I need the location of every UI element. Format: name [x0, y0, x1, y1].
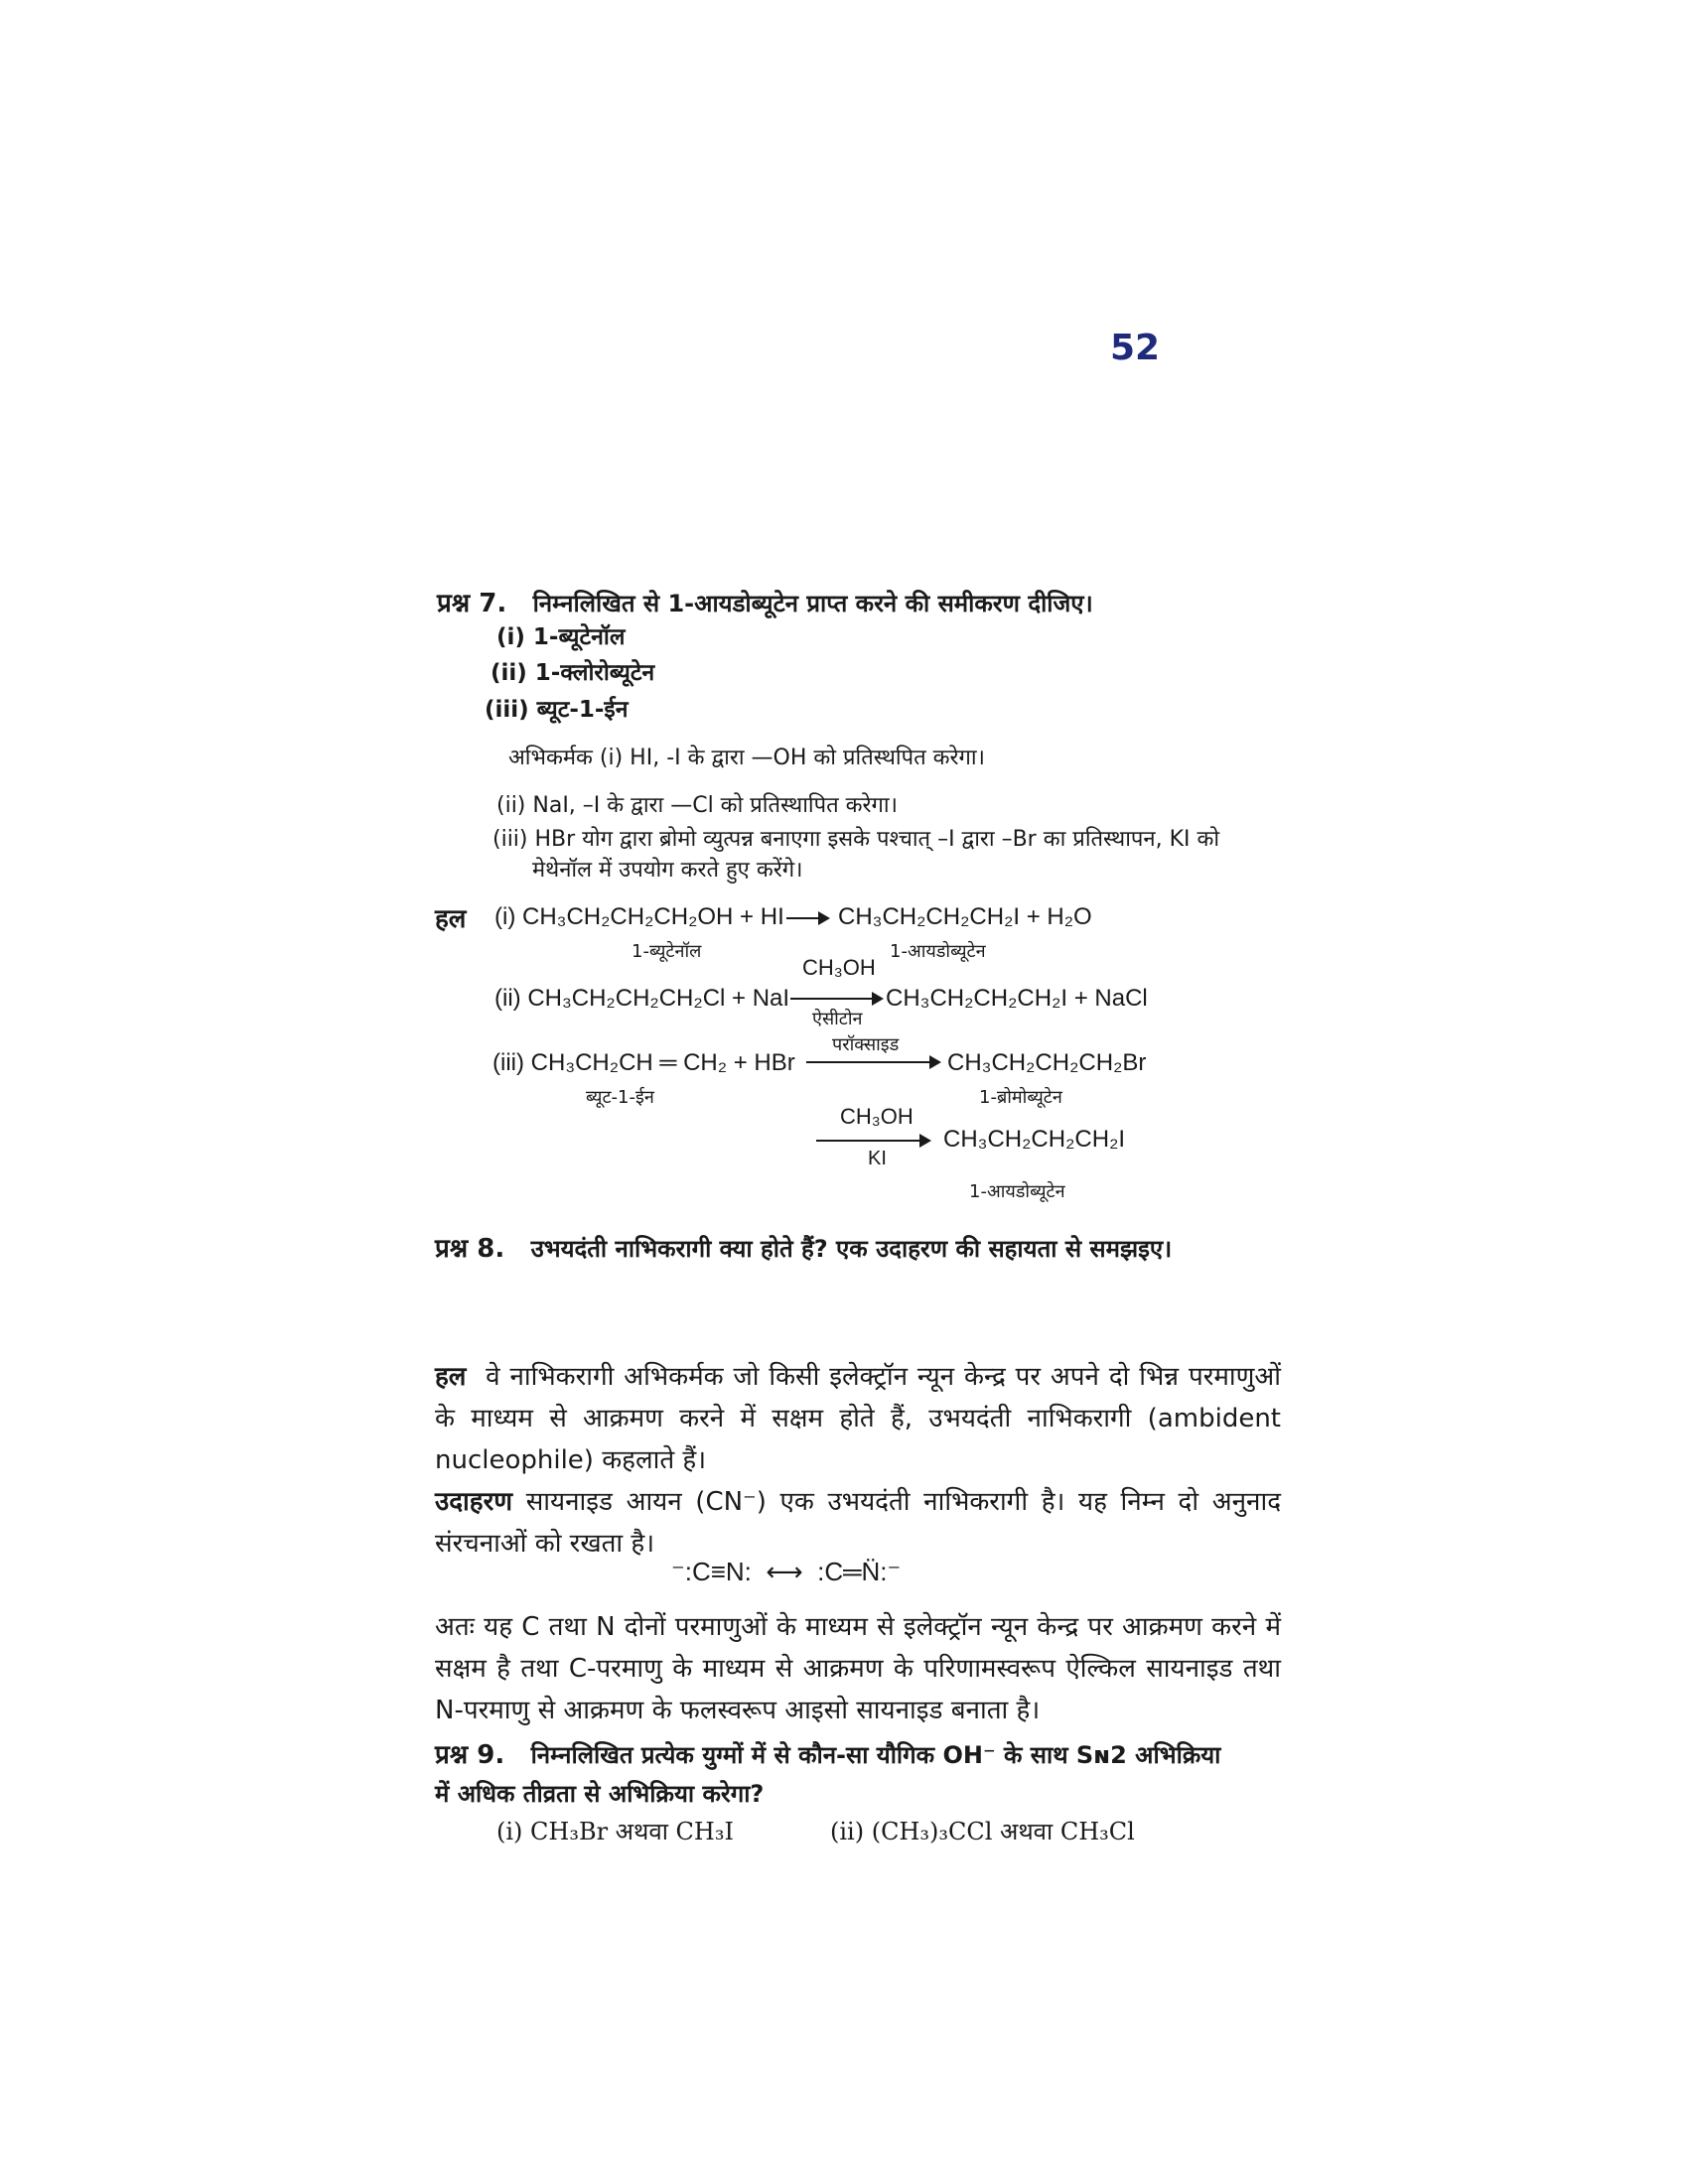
sol8-label: हल [435, 1362, 467, 1392]
cyanide-resonance [671, 1557, 901, 1587]
reaction-2-products: CH₃CH₂CH₂CH₂I + NaCl [886, 985, 1148, 1012]
sol8-paragraph-3: अतः यह C तथा N दोनों परमाणुओं के माध्यम से इलेक्ट्रॉन न्यून केन्द्र पर आक्रमण करने में सक्षम है तथा C-परमाणु के माध्यम से आक्रमण के परिणामस्वरूप ऐल्किल सायनाइड तथा N-परमाणु से आक्रमण के फलस्वरूप आइसो सायनाइड बनाता है। [435, 1612, 1281, 1725]
reaction-1-number: (i) [494, 903, 516, 930]
q7-item-1: (i) 1-ब्यूटेनॉल [496, 624, 626, 650]
reaction-1 [494, 903, 784, 931]
reaction-4-product-name: 1-आयडोब्यूटेन [969, 1181, 1065, 1202]
reaction-3-product-name: 1-ब्रोमोब्यूटेन [979, 1087, 1062, 1108]
q9-heading [435, 1735, 1220, 1771]
q7-reagent-iii-line1: (iii) HBr योग द्वारा ब्रोमो व्युत्पन्न बनाएगा इसके पश्चात् –I द्वारा –Br का प्रतिस्थापन, KI को [492, 827, 1220, 852]
reaction-1-arrow [786, 917, 828, 919]
sol7-label: हल [435, 904, 467, 934]
q7-item-2: (ii) 1-क्लोरोब्यूटेन [491, 660, 655, 686]
reaction-1-reactant-name: 1-ब्यूटेनॉल [632, 941, 702, 962]
reaction-3-product: CH₃CH₂CH₂CH₂Br [947, 1049, 1147, 1076]
q7-reagent-iii-line2: मेथेनॉल में उपयोग करते हुए करेंगे। [532, 858, 803, 883]
reaction-4-condition-above: CH₃OH [840, 1104, 914, 1129]
reaction-4-product: CH₃CH₂CH₂CH₂I [943, 1126, 1126, 1153]
reaction-2 [494, 985, 789, 1013]
resonance-arrow: ⟷ [766, 1557, 803, 1586]
q7-item-3: (iii) ब्यूट-1-ईन [485, 697, 629, 723]
reaction-2-arrow [790, 998, 882, 1000]
q8-text: उभयदंती नाभिकरागी क्या होते हैं? एक उदाहरण की सहायता से समझइए। [530, 1235, 1173, 1263]
reaction-3-reactant-name: ब्यूट-1-ईन [586, 1087, 654, 1108]
resonance-structure-left: ⁻:C≡N: [671, 1557, 752, 1586]
reaction-1-products: CH₃CH₂CH₂CH₂I + H₂O [838, 903, 1092, 930]
reaction-1-product-name: 1-आयडोब्यूटेन [890, 941, 986, 962]
sol8-p1-text: वे नाभिकरागी अभिकर्मक जो किसी इलेक्ट्रॉन न्यून केन्द्र पर अपने दो भिन्न परमाणुओं के माध्यम से आक्रमण करने में सक्षम होते हैं, उभयदंती नाभिकरागी (ambident nucleophile) कहलाते हैं। [435, 1362, 1282, 1475]
reaction-2-reactants: CH₃CH₂CH₂CH₂Cl + NaI [527, 985, 790, 1012]
reaction-3-condition-above: परॉक्साइड [832, 1034, 900, 1055]
page-number: 52 [1110, 328, 1161, 368]
q9-option-1: (i) CH₃Br अथवा CH₃I [496, 1818, 734, 1845]
reaction-3 [492, 1049, 795, 1077]
sol8-paragraph-1 [435, 1356, 1281, 1481]
q7-reagent-ii: (ii) NaI, –I के द्वारा —Cl को प्रतिस्थापित करेगा। [496, 793, 898, 818]
reaction-3-number: (iii) [492, 1049, 524, 1076]
q9-label: प्रश्न 9. [435, 1740, 505, 1770]
q7-text: निम्नलिखित से 1-आयडोब्यूटेन प्राप्त करने की समीकरण दीजिए। [532, 590, 1093, 617]
q9-option-2: (ii) (CH₃)₃CCl अथवा CH₃Cl [830, 1818, 1135, 1845]
reaction-4-condition-below: KI [868, 1148, 887, 1169]
reaction-1-reactants: CH₃CH₂CH₂CH₂OH + HI [522, 903, 784, 930]
q7-heading [437, 584, 1093, 619]
q7-label: प्रश्न 7. [437, 589, 507, 618]
q8-label: प्रश्न 8. [435, 1234, 505, 1264]
reaction-2-number: (ii) [494, 985, 521, 1012]
q9-text-line2: में अधिक तीव्रता से अभिक्रिया करेगा? [435, 1780, 765, 1808]
sol8-example-label: उदाहरण [435, 1487, 513, 1517]
sol8-p2-text: सायनाइड आयन (CN⁻) एक उभयदंती नाभिकरागी है। यह निम्न दो अनुनाद संरचनाओं को रखता है। [435, 1487, 1281, 1559]
q8-heading [435, 1229, 1172, 1265]
reaction-3-reactants: CH₃CH₂CH ═ CH₂ + HBr [530, 1049, 795, 1076]
reaction-4-arrow [816, 1140, 929, 1142]
reaction-2-condition-above: CH₃OH [802, 955, 876, 980]
q9-text-line1: निम्नलिखित प्रत्येक युग्मों में से कौन-सा यौगिक OH⁻ के साथ Sɴ2 अभिक्रिया [530, 1741, 1221, 1769]
resonance-structure-right: :C═N̈:⁻ [817, 1557, 902, 1586]
reaction-2-condition-below: ऐसीटोन [812, 1009, 863, 1029]
q7-reagent-intro: अभिकर्मक (i) HI, -I के द्वारा —OH को प्रतिस्थपित करेगा। [508, 746, 985, 770]
reaction-3-arrow [806, 1061, 939, 1063]
sol8-paragraph-2 [435, 1481, 1281, 1565]
